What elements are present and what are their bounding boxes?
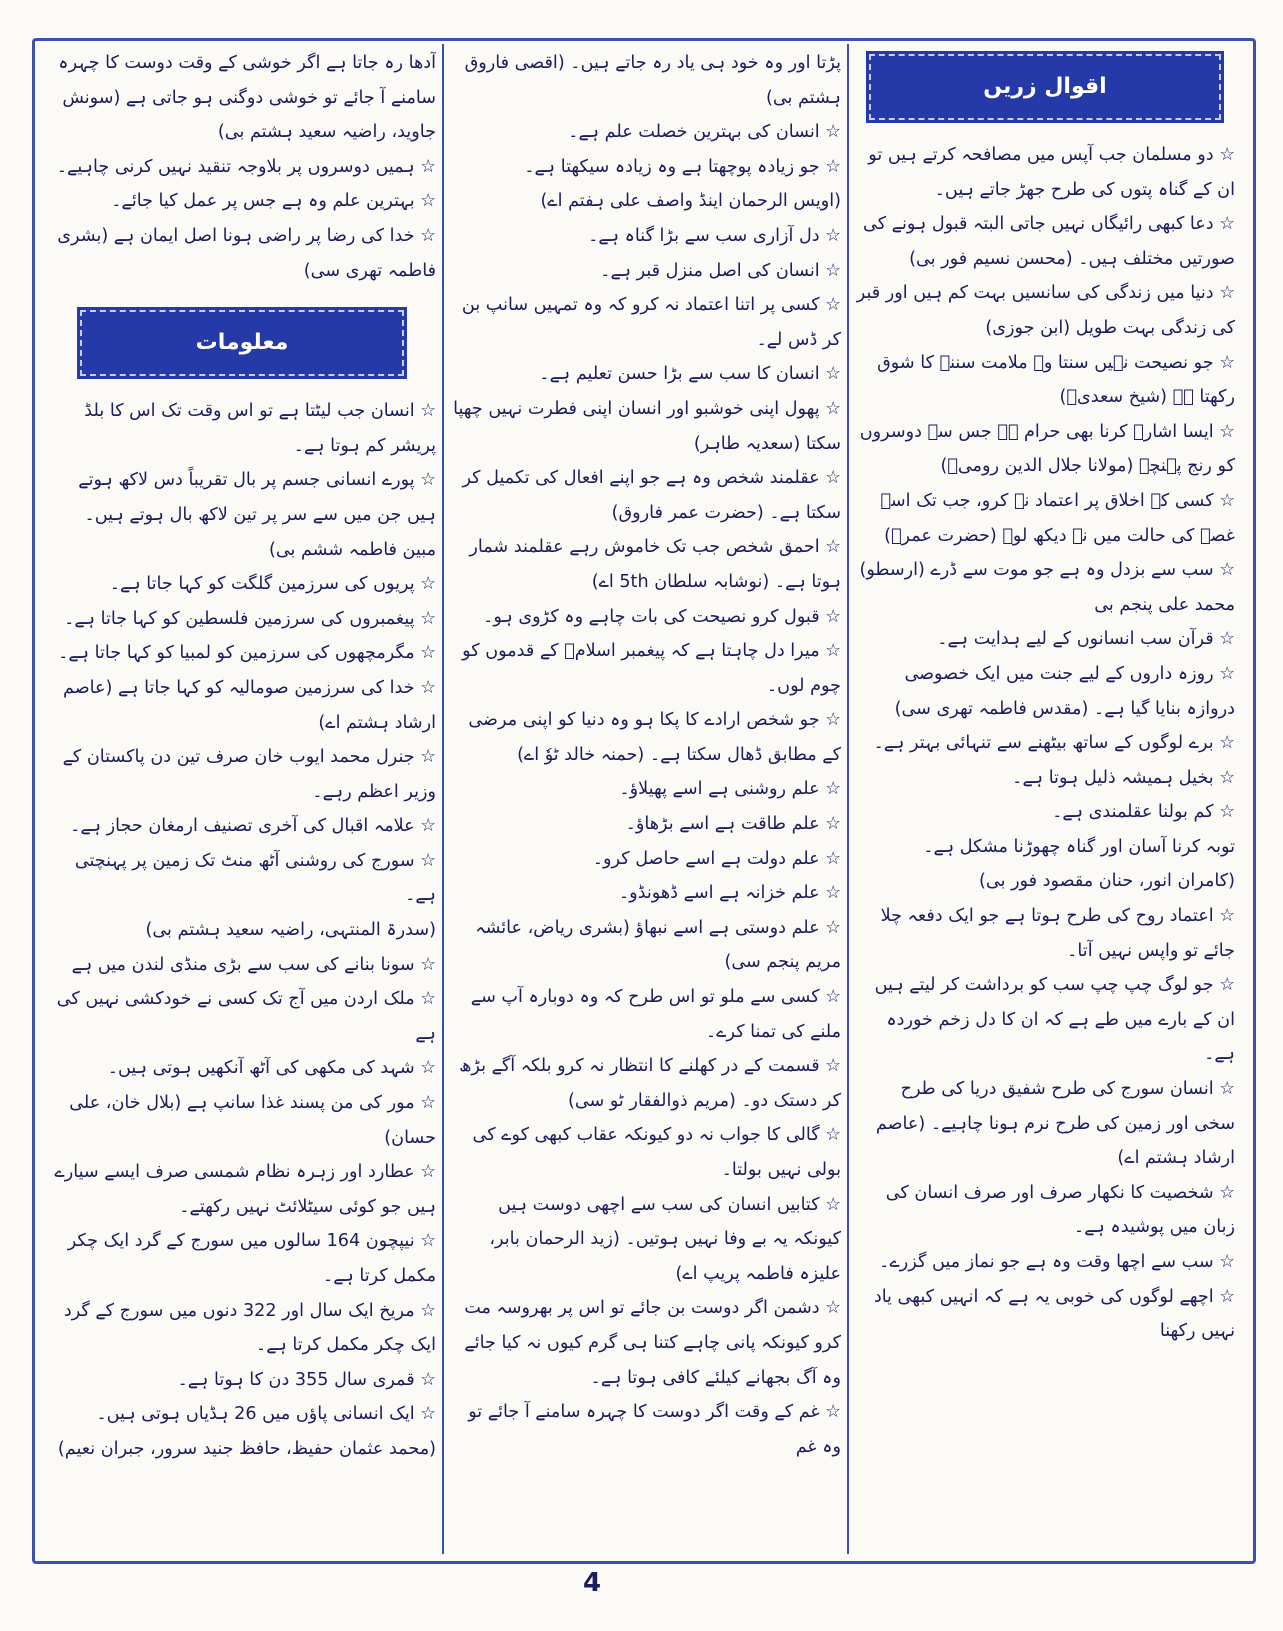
list-item: ☆ خدا کی رضا پر راضی ہونا اصل ایمان ہے (بشری فاطمہ تھری سی) (57, 225, 436, 281)
list-item: ☆ دو مسلمان جب آپس میں مصافحہ کرتے ہیں تو ان کے گناہ پتوں کی طرح جھڑ جاتے ہیں۔ (868, 145, 1235, 200)
list-item: ☆ پورے انسانی جسم پر بال تقریباً دس لاکھ ہوتے ہیں جن میں سے سر پر تین لاکھ بال ہوتے ہیں۔ مبین فاطمہ ششم بی) (78, 470, 436, 560)
list-item: ☆ بخیل ہمیشہ ذلیل ہوتا ہے۔ (1012, 767, 1235, 788)
list-item: ☆ دعا کبھی رائیگاں نہیں جاتی البتہ قبول ہونے کی صورتیں مختلف ہیں۔ (محسن نسیم فور بی) (863, 214, 1235, 269)
list-item: ☆ علم طاقت ہے اسے بڑھاؤ۔ (625, 814, 841, 835)
list-item: ☆ بہترین علم وہ ہے جس پر عمل کیا جائے۔ (111, 191, 436, 212)
list-item: ☆ قمری سال 355 دن کا ہوتا ہے۔ (177, 1369, 436, 1390)
list-item: ☆ ملک اردن میں آج تک کسی نے خودکشی نہیں کی ہے (56, 989, 436, 1044)
section-heading-maloomat: معلومات (80, 310, 404, 376)
list-item: (سدرۃ المنتہی، راضیہ سعید ہشتم بی) (145, 920, 436, 941)
list-item: ☆ کم بولنا عقلمندی ہے۔ (1052, 802, 1235, 823)
list-item: ☆ مگرمچھوں کی سرزمین کو لمبیا کو کہا جاتا ہے۔ (58, 643, 436, 664)
list-item: ☆ شخصیت کا نکھار صرف اور صرف انسان کی زبان میں پوشیدہ ہے۔ (885, 1182, 1235, 1238)
list-item: ☆ کسی کے اخلاق پر اعتماد نہ کرو، جب تک اسے غصے کی حالت میں نہ دیکھ لو۔ (حضرت عمرؓ) (880, 490, 1235, 546)
list-item: ☆ نیپچون 164 سالوں میں سورج کے گرد ایک چکر مکمل کرتا ہے۔ (67, 1231, 436, 1286)
list-item: ☆ علامہ اقبال کی آخری تصنیف ارمغان حجاز ہے۔ (70, 816, 436, 837)
list-item: ☆ میرا دل چاہتا ہے کہ پیغمبر اسلامؐ کے قدموں کو چوم لوں۔ (462, 641, 841, 696)
list-item: ☆ سب سے بزدل وہ ہے جو موت سے ڈرے (ارسطو) محمد علی پنجم بی (859, 560, 1235, 615)
list-item: ☆ پریوں کی سرزمین گلگت کو کہا جاتا ہے۔ (109, 574, 436, 595)
list-item: ☆ کسی سے ملو تو اس طرح کہ وہ دوبارہ آپ سے ملنے کی تمنا کرے۔ (470, 987, 841, 1042)
list-item: ☆ پیغمبروں کی سرزمین فلسطین کو کہا جاتا ہے۔ (64, 608, 436, 629)
list-item: ☆ ہمیں دوسروں پر بلاوجہ تنقید نہیں کرنی چاہیے۔ (56, 156, 436, 177)
list-item: ☆ انسان جب لیٹتا ہے تو اس وقت تک اس کا بلڈ پریشر کم ہوتا ہے۔ (84, 401, 436, 456)
column-maloomat (48, 46, 436, 1551)
list-item: ☆ انسان سورج کی طرح شفیق دریا کی طرح سخی اور زمین کی طرح نرم ہونا چاہیے۔ (عاصم ارشاد ہشتم اے) (875, 1079, 1235, 1169)
list-item: ☆ گالی کا جواب نہ دو کیونکہ عقاب کبھی کوے کی بولی نہیں بولتا۔ (472, 1125, 841, 1180)
column-divider-left (442, 44, 444, 1554)
list-item: ☆ کسی پر اتنا اعتماد نہ کرو کہ وہ تمہیں سانپ بن کر ڈس لے۔ (461, 295, 841, 350)
list-item: ☆ عطارد اور زہرہ نظام شمسی صرف ایسے سیارے ہیں جو کوئی سیٹلائٹ نہیں رکھتے۔ (54, 1162, 436, 1217)
list-item: ☆ دشمن اگر دوست بن جائے تو اس پر بھروسہ مت کرو کیونکہ پانی چاہے کتنا ہی گرم کیوں نہ کیا جائے وہ آگ بجھانے کیلئے کافی ہوتا ہے۔ (464, 1298, 841, 1388)
list-item: ☆ انسان کی اصل منزل قبر ہے۔ (600, 260, 841, 281)
list-item: (محمد عثمان حفیظ، حافظ جنید سرور، جبران نعیم) (57, 1438, 436, 1459)
list-item: ☆ علم دوستی ہے اسے نبھاؤ (بشری ریاض، عائشہ مریم پنجم سی) (475, 917, 841, 973)
column-continued-quotes (448, 46, 841, 1551)
list-item: ☆ علم خزانہ ہے اسے ڈھونڈو۔ (618, 883, 841, 904)
list-item: (اویس الرحمان اینڈ واصف علی ہفتم اے) (540, 191, 841, 212)
list-item: ☆ قبول کرو نصیحت کی بات چاہے وہ کڑوی ہو۔ (483, 606, 841, 627)
list-item: ☆ اچھے لوگوں کی خوبی یہ ہے کہ انہیں کبھی یاد نہیں رکھنا (873, 1286, 1235, 1342)
list-item: ☆ عقلمند شخص وہ ہے جو اپنے افعال کی تکمیل کر سکتا ہے۔ (حضرت عمر فاروق) (462, 468, 841, 523)
list-item: ☆ ایک انسانی پاؤں میں 26 ہڈیاں ہوتی ہیں۔ (96, 1404, 436, 1425)
list-item: ☆ مریخ ایک سال اور 322 دنوں میں سورج کے گرد ایک چکر مکمل کرتا ہے۔ (63, 1300, 436, 1356)
list-item: ☆ انسان کا سب سے بڑا حسن تعلیم ہے۔ (539, 364, 841, 385)
list-item: ☆ جو نصیحت نہیں سنتا وہ ملامت سننے کا شوق رکھتا ہے (شیخ سعدیؒ) (877, 352, 1235, 408)
page-number: 4 (582, 1568, 602, 1598)
list-item: ☆ علم روشنی ہے اسے پھیلاؤ۔ (619, 779, 841, 800)
list-item: آدھا رہ جاتا ہے اگر خوشی کے وقت دوست کا چہرہ سامنے آ جائے تو خوشی دوگنی ہو جاتی ہے (سونش جاوید، راضیہ سعید ہشتم بی) (58, 53, 436, 143)
list-item: ☆ علم دولت ہے اسے حاصل کرو۔ (592, 848, 841, 869)
list-item: ☆ احمق شخص جب تک خاموش رہے عقلمند شمار ہوتا ہے۔ (نوشابہ سلطان 5th اے) (469, 537, 841, 592)
list-item: ☆ سورج کی روشنی آٹھ منٹ تک زمین پر پہنچتی ہے۔ (74, 850, 436, 906)
column-divider-right (847, 44, 849, 1554)
list-item: ☆ جو شخص ارادے کا پکا ہو وہ دنیا کو اپنی مرضی کے مطابق ڈھال سکتا ہے۔ (حمنہ خالد ٹوٗ اے) (468, 710, 841, 765)
list-item: (کامران انور، حنان مقصود فور بی) (979, 871, 1235, 892)
list-item: ☆ دل آزاری سب سے بڑا گناہ ہے۔ (588, 225, 841, 246)
list-item: ☆ شہد کی مکھی کی آٹھ آنکھیں ہوتی ہیں۔ (107, 1058, 436, 1079)
list-item: ☆ غم کے وقت اگر دوست کا چہرہ سامنے آ جائے تو وہ غم (468, 1402, 841, 1457)
list-item: ☆ خدا کی سرزمین صومالیہ کو کہا جاتا ہے (عاصم ارشاد ہشتم اے) (63, 677, 436, 733)
list-item: ☆ جنرل محمد ایوب خان صرف تین دن پاکستان کے وزیر اعظم رہے۔ (62, 747, 436, 802)
list-item: ☆ سب سے اچھا وقت وہ ہے جو نماز میں گزرے۔ (879, 1252, 1235, 1272)
list-item: ☆ انسان کی بہترین خصلت علم ہے۔ (568, 122, 841, 143)
section-heading-aqwal: اقوال زریں (869, 54, 1221, 120)
list-item: ☆ کتابیں انسان کی سب سے اچھی دوست ہیں کیونکہ یہ بے وفا نہیں ہوتیں۔ (زید الرحمان بابر، علیزہ فاطمہ پریپ اے) (489, 1194, 841, 1284)
list-item: ☆ جو زیادہ پوچھتا ہے وہ زیادہ سیکھتا ہے۔ (524, 156, 841, 177)
list-item: ☆ جو لوگ چپ چپ سب کو برداشت کر لیتے ہیں ان کے بارے میں طے ہے کہ ان کا دل زخم خوردہ ہے۔ (874, 975, 1235, 1065)
list-item: ☆ ایسا اشارہ کرنا بھی حرام ہے جس سے دوسروں کو رنج پہنچے (مولانا جلال الدین رومیؒ) (859, 421, 1235, 477)
quotes-list (855, 138, 1235, 1349)
list-item: ☆ روزہ داروں کے لیے جنت میں ایک خصوصی دروازہ بنایا گیا ہے۔ (مقدس فاطمہ تھری سی) (894, 663, 1235, 719)
list-item: پڑتا اور وہ خود ہی یاد رہ جاتے ہیں۔ (اقصی فاروق ہشتم بی) (464, 53, 841, 108)
column-aqwal-e-zareen (855, 46, 1235, 1551)
list-item: ☆ اعتماد روح کی طرح ہوتا ہے جو ایک دفعہ چلا جائے تو واپس نہیں آتا۔ (880, 906, 1235, 961)
list-item: ☆ سونا بنانے کی سب سے بڑی منڈی لندن میں ہے (71, 954, 436, 975)
list-item: ☆ برے لوگوں کے ساتھ بیٹھنے سے تنہائی بہتر ہے۔ (873, 733, 1235, 754)
list-item: ☆ قسمت کے در کھلنے کا انتظار نہ کرو بلکہ آگے بڑھ کر دستک دو۔ (مریم ذوالفقار ٹو سی) (459, 1056, 841, 1111)
list-item: ☆ قرآن سب انسانوں کے لیے ہدایت ہے۔ (937, 629, 1235, 650)
list-item: ☆ دنیا میں زندگی کی سانسیں بہت کم ہیں اور قبر کی زندگی بہت طویل (ابن جوزی) (856, 283, 1235, 338)
list-item: ☆ پھول اپنی خوشبو اور انسان اپنی فطرت نہیں چھپا سکتا (سعدیہ طاہر) (453, 398, 841, 454)
list-item: توبہ کرنا آسان اور گناہ چھوڑنا مشکل ہے۔ (923, 836, 1235, 857)
list-item: ☆ مور کی من پسند غذا سانپ ہے (بلال خان، علی حسان) (69, 1093, 436, 1148)
